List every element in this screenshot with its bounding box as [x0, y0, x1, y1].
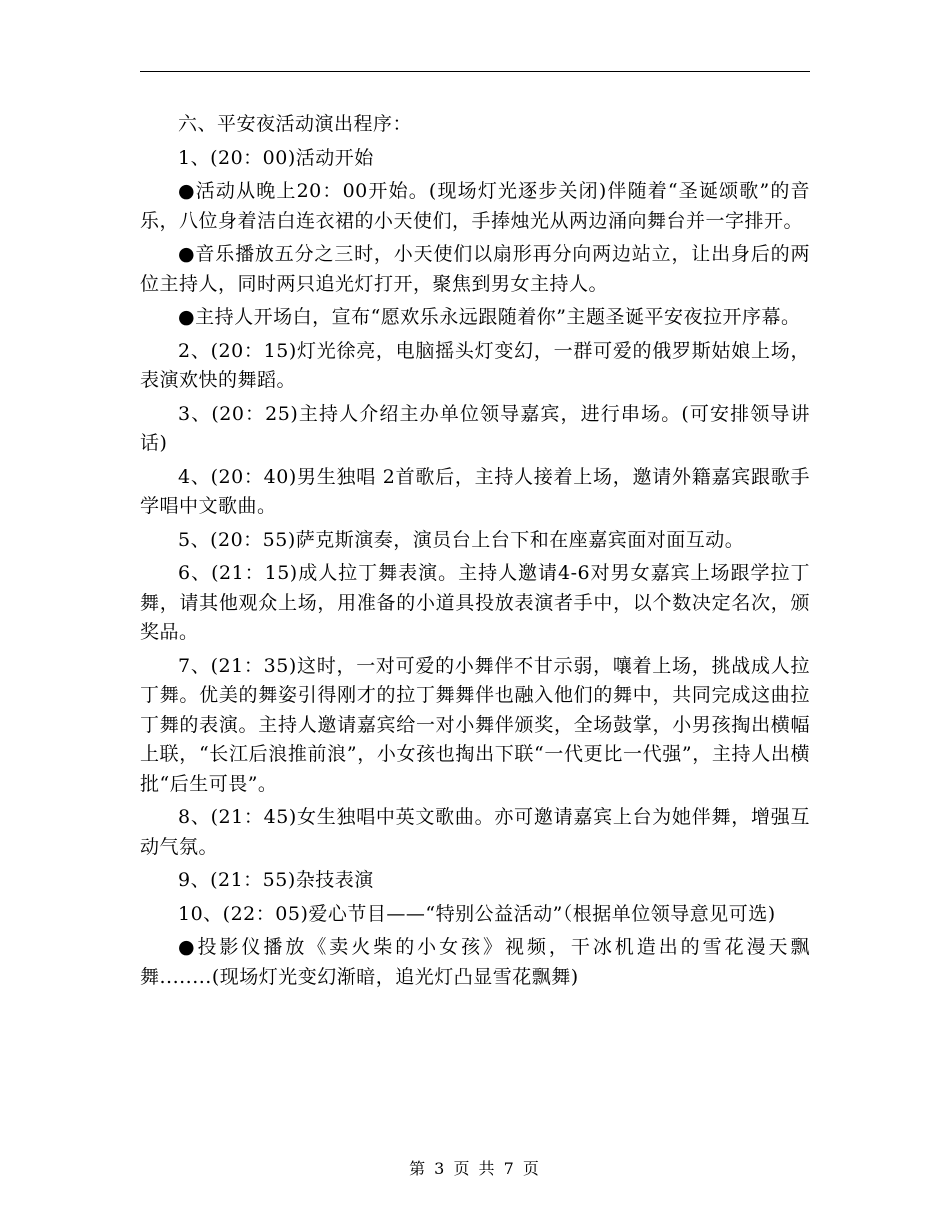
program-detail: ●主持人开场白，宣布“愿欢乐永远跟随着你”主题圣诞平安夜拉开序幕。: [178, 306, 801, 328]
footer-prefix: 第: [409, 1159, 428, 1178]
program-detail: ●活动从晚上20：00开始。(现场灯光逐步关闭)伴随着“圣诞颂歌”的音乐，八位身着洁白连衣裙的小天使们，手捧烛光从两边涌向舞台并一字排开。: [140, 180, 810, 232]
program-detail: ●投影仪播放《卖火柴的小女孩》视频，干冰机造出的雪花漫天飘舞........(现场灯光变幻渐暗，追光灯凸显雪花飘舞): [140, 936, 810, 988]
current-page-number: 3: [434, 1159, 447, 1178]
section-heading: 六、平安夜活动演出程序：: [178, 113, 413, 135]
footer-suffix: 页: [522, 1159, 541, 1178]
program-item: 4、(20：40)男生独唱 2首歌后，主持人接着上场，邀请外籍嘉宾跟歌手学唱中文歌曲。: [140, 465, 810, 517]
program-item: 5、(20：55)萨克斯演奏，演员台上台下和在座嘉宾面对面互动。: [178, 528, 745, 551]
header-rule: [140, 71, 810, 72]
program-item: 8、(21：45)女生独唱中英文歌曲。亦可邀请嘉宾上台为她伴舞，增强互动气氛。: [140, 806, 810, 858]
total-pages-number: 7: [503, 1159, 516, 1178]
program-item: 6、(21：15)成人拉丁舞表演。主持人邀请4-6对男女嘉宾上场跟学拉丁舞，请其他观众上场，用准备的小道具投放表演者手中，以个数决定名次，颁奖品。: [140, 562, 810, 643]
document-body: [140, 110, 810, 996]
program-item: 2、(20：15)灯光徐亮，电脑摇头灯变幻，一群可爱的俄罗斯姑娘上场，表演欢快的舞蹈。: [140, 339, 810, 391]
program-item: 7、(21：35)这时，一对可爱的小舞伴不甘示弱，嚷着上场，挑战成人拉丁舞。优美的舞姿引得刚才的拉丁舞舞伴也融入他们的舞中，共同完成这曲拉丁舞的表演。主持人邀请嘉宾给一对小舞伴颁奖，全场鼓掌，小男孩掏出横幅上联，“长江后浪推前浪”，小女孩也掏出下联“一代更比一代强”，主持人出横批“后生可畏”。: [140, 654, 810, 795]
footer-middle: 页 共: [453, 1159, 497, 1178]
page-footer: [0, 1156, 950, 1179]
program-item: 10、(22：05)爱心节目——“特别公益活动”（根据单位领导意见可选): [178, 902, 776, 925]
program-item: 1、(20：00)活动开始: [178, 146, 374, 169]
program-item: 3、(20：25)主持人介绍主办单位领导嘉宾，进行串场。(可安排领导讲话): [140, 402, 810, 454]
program-detail: ●音乐播放五分之三时，小天使们以扇形再分向两边站立，让出身后的两位主持人，同时两只追光灯打开，聚焦到男女主持人。: [140, 243, 810, 295]
program-item: 9、(21：55)杂技表演: [178, 869, 374, 891]
